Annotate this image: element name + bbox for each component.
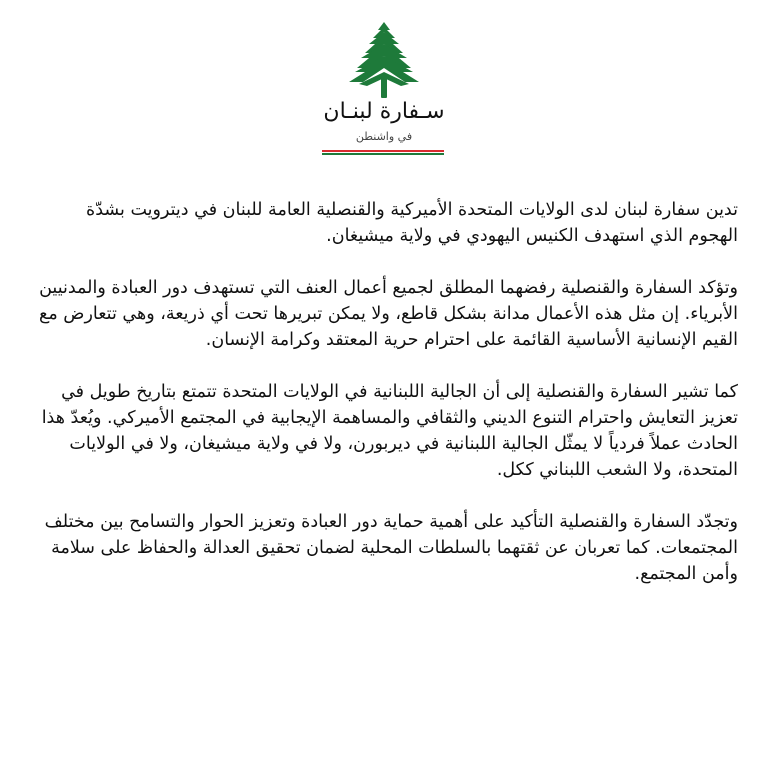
statement-paragraph: وتؤكد السفارة والقنصلية رفضهما المطلق لجميع أعمال العنف التي تستهدف دور العبادة والمدنيين الأبرياء. إن مثل هذه الأعمال مدانة بشكل قاطع، ولا يمكن تبريرها تحت أي ذريعة، وهي تتعارض مع القيم الإنسانية الأساسية القائمة على احترام حرية المعتقد وكرامة الإنسان. — [39, 278, 738, 350]
embassy-location: في واشنطن — [355, 130, 413, 143]
cedar-tree-icon — [345, 20, 423, 100]
statement-paragraph: وتجدّد السفارة والقنصلية التأكيد على أهمية حماية دور العبادة وتعزيز الحوار والتسامح بين مختلف المجتمعات. كما تعربان عن ثقتهما بالسلطات المحلية لضمان تحقيق العدالة والحفاظ على سلامة وأمن المجتمع. — [44, 512, 738, 584]
statement-paragraph: كما تشير السفارة والقنصلية إلى أن الجالية اللبنانية في الولايات المتحدة تتمتع بتاريخ طويل في تعزيز التعايش واحترام التنوع الديني والثقافي والمساهمة الإيجابية في المجتمع الأميركي. ويُعدّ هذا الحادث عملاً فردياً لا يمثّل الجالية اللبنانية في ديربورن، ولا في ولاية ميشيغان، ولا في الولايات المتحدة، ولا الشعب اللبناني ككل. — [41, 382, 738, 480]
embassy-name: سـفارة لبنـان — [323, 99, 445, 124]
logo-red-stripe — [322, 150, 444, 152]
statement-body — [32, 197, 738, 613]
embassy-logo — [0, 0, 768, 170]
statement-paragraph: تدين سفارة لبنان لدى الولايات المتحدة الأميركية والقنصلية العامة للبنان في ديترويت بشدّة الهجوم الذي استهدف الكنيس اليهودي في ولاية ميشيغان. — [86, 200, 738, 246]
logo-green-stripe — [322, 153, 444, 155]
